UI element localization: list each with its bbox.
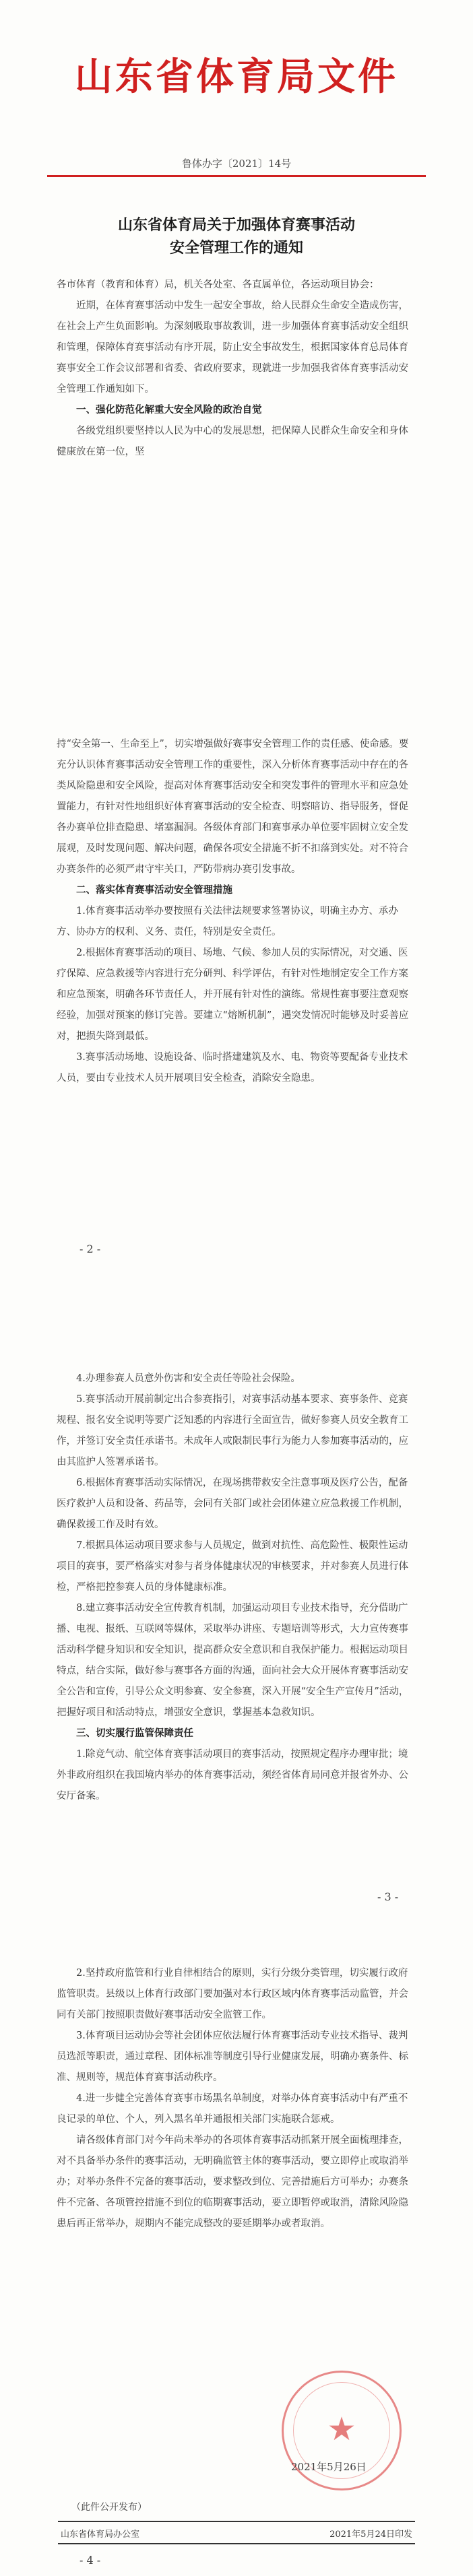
page-2 — [0, 673, 473, 1321]
notice-title — [0, 214, 473, 260]
notice-title-line-2: 安全管理工作的通知 — [169, 240, 303, 257]
page-4 — [0, 1936, 473, 2576]
section-2-item-2: 2.根据体育赛事活动的项目、场地、气候、参加人员的实际情况，对交通、医疗保障、应急救援等内容进行充分研判、科学评估，有针对性地制定安全工作方案和应急预案，明确各环节责任人，并开展有针对性的演练。常规性赛事要注意观察经验，加强对预案的修订完善。要建立“熔断机制”，遇突发情况时能够及时妥善应对，把损失降到最低。 — [57, 948, 409, 1042]
section-2-item-7: 7.根据具体运动项目要求参与人员规定，做到对抗性、高危险性、极限性运动项目的赛事，要严格落实对参与者身体健康状况的审核要求，并对参赛人员进行体检，严格把控参赛人员的身体健康标准。 — [57, 1540, 408, 1593]
section-3-item-2: 2.坚持政府监管和行业自律相结合的原则，实行分级分类管理，切实履行政府监管职责。县级以上体育行政部门要加强对本行政区域内体育赛事活动监管，并会同有关部门按照职责做好赛事活动安全监管工作。 — [57, 1968, 408, 2020]
closing-paragraph: 请各级体育部门对今年尚未举办的各项体育赛事活动抓紧开展全面梳理排查，对不具备举办条件的赛事活动，无明确监管主体的赛事活动，要立即停止或取消举办；对举办条件不完备的赛事活动，要求整改到位、完善措施后方可举办；办赛条件不完备、各项管控措施不到位的临期赛事活动，要立即暂停或取消，清除风险隐患后再正常举办，规期内不能完成整改的要延期举办或者取消。 — [57, 2135, 408, 2229]
print-date: 2021年5月24日印发 — [329, 2530, 412, 2540]
signature-date: 2021年5月26日 — [291, 2461, 367, 2473]
red-divider-line — [47, 175, 426, 177]
footer-top-rule — [58, 2521, 415, 2522]
section-1-heading: 一、强化防范化解重大安全风险的政治自觉 — [76, 405, 262, 416]
page-1-body — [57, 275, 416, 463]
section-2-item-5: 5.赛事活动开展前制定出合参赛指引，对赛事活动基本要求、赛事条件、竞赛规程、报名安全说明等要广泛知悉的内容进行全面宣告，做好参赛人员安全教育工作，并签订安全责任承诺书。未成年人或限制民事行为能力人参加赛事活动的，应由其监护人签署承诺书。 — [57, 1394, 408, 1467]
section-1-paragraph-start: 各级党组织要坚持以人民为中心的发展思想，把保障人民群众生命安全和身体健康放在第一位，坚 — [57, 426, 408, 457]
section-3-item-3: 3.体育项目运动协会等社会团体应依法履行体育赛事活动专业技术指导、裁判员选派等职责，通过章程、团体标准等制度引导行业健康发展，明确办赛条件、标准、规则等，规范体育赛事活动秩序。 — [57, 2030, 408, 2083]
section-1-paragraph-cont: 持“安全第一、生命至上”，切实增强做好赛事安全管理工作的责任感、使命感。要充分认识体育赛事活动安全管理工作的重要性，深入分析体育赛事活动中存在的各类风险隐患和安全风险，提高对体育赛事活动安全和突发事件的管理水平和应急处置能力，有针对性地组织好体育赛事活动的安全检查、明察暗访、指导服务，督促各办赛单位排查隐患、堵塞漏洞。各级体育部门和赛事承办单位要牢固树立安全发展观，及时发现问题、解决问题，确保各项安全措施不折不扣落到实处。对不符合办赛条件的必须严肃守牢关口，严防带病办赛引发事故。 — [57, 739, 409, 875]
section-2-item-4: 4.办理参赛人员意外伤害和安全责任等险社会保险。 — [76, 1373, 301, 1384]
section-2-heading: 二、落实体育赛事活动安全管理措施 — [76, 885, 232, 896]
addressee: 各市体育（教育和体育）局，机关各处室、各直属单位，各运动项目协会： — [57, 279, 379, 290]
official-seal-star-icon: ★ — [327, 2410, 356, 2448]
page-4-body — [57, 1963, 416, 2235]
page-number: - 2 - — [80, 1243, 101, 1255]
section-2-item-3: 3.赛事活动场地、设施设备、临时搭建建筑及水、电、物资等要配备专业技术人员，要由专业技术人员开展项目安全检查，消除安全隐患。 — [57, 1052, 408, 1084]
section-2-item-8: 8.建立赛事活动安全宣传教育机制，加强运动项目专业技术指导，充分借助广播、电视、报纸、互联网等媒体，采取举办讲座、专题培训等形式，大力宣传赛事活动科学健身知识和安全知识，提高群众安全意识和自我保护能力。根据运动项目特点，结合实际，做好参与赛事各方面的沟通，面向社会大众开展体育赛事活动安全公告和宣传，引导公众文明参赛、安全参赛，深入开展“安全生产宣传月”活动，把握好项目和活动特点，增强安全意识，掌握基本急救知识。 — [57, 1603, 409, 1718]
section-3-item-1: 1.除竞气动、航空体育赛事活动项目的赛事活动，按照规定程序办理审批；境外非政府组织在我国境内举办的体育赛事活动，须经省体育局同意并报省外办、公安厅备案。 — [57, 1749, 408, 1802]
notice-title-line-1: 山东省体育局关于加强体育赛事活动 — [117, 217, 355, 234]
section-3-heading: 三、切实履行监管保障责任 — [76, 1728, 193, 1739]
document-number: 鲁体办字〔2021〕14号 — [181, 158, 292, 170]
section-3-item-4: 4.进一步健全完善体育赛事市场黑名单制度，对举办体育赛事活动中有严重不良记录的单位、个人，列入黑名单并通报相关部门实施联合惩戒。 — [57, 2093, 408, 2125]
section-2-item-1: 1.体育赛事活动举办要按照有关法律法规要求签署协议，明确主办方、承办方、协办方的权利、义务、责任，特别是安全责任。 — [57, 906, 398, 937]
issuing-office: 山东省体育局办公室 — [61, 2530, 140, 2540]
intro-paragraph: 近期，在体育赛事活动中发生一起安全事故，给人民群众生命安全造成伤害，在社会上产生负面影响。为深刻吸取事故教训，进一步加强体育赛事活动安全组织和管理，保障体育赛事活动有序开展，防止安全事故发生，根据国家体育总局体育赛事安全工作会议部署和省委、省政府要求，现就进一步加强我省体育赛事活动安全管理工作通知如下。 — [57, 300, 408, 395]
document-header-title: 山东省体育局文件 — [75, 55, 398, 99]
publish-note: （此件公开发布） — [71, 2502, 147, 2513]
page-3 — [0, 1321, 473, 1936]
footer-bottom-rule — [58, 2543, 415, 2544]
page-2-body — [57, 734, 416, 1089]
print-footer — [61, 2527, 412, 2540]
page-3-body — [57, 1368, 416, 1807]
section-2-item-6: 6.根据体育赛事活动实际情况，在现场携带救安全注意事项及医疗公告，配备医疗救护人员和设备、药品等，会同有关部门或社会团体建立应急救援工作机制，确保救援工作及时有效。 — [57, 1478, 408, 1530]
page-number: - 4 - — [80, 2554, 101, 2567]
page-1 — [0, 0, 473, 673]
page-number: - 3 - — [377, 1890, 399, 1903]
